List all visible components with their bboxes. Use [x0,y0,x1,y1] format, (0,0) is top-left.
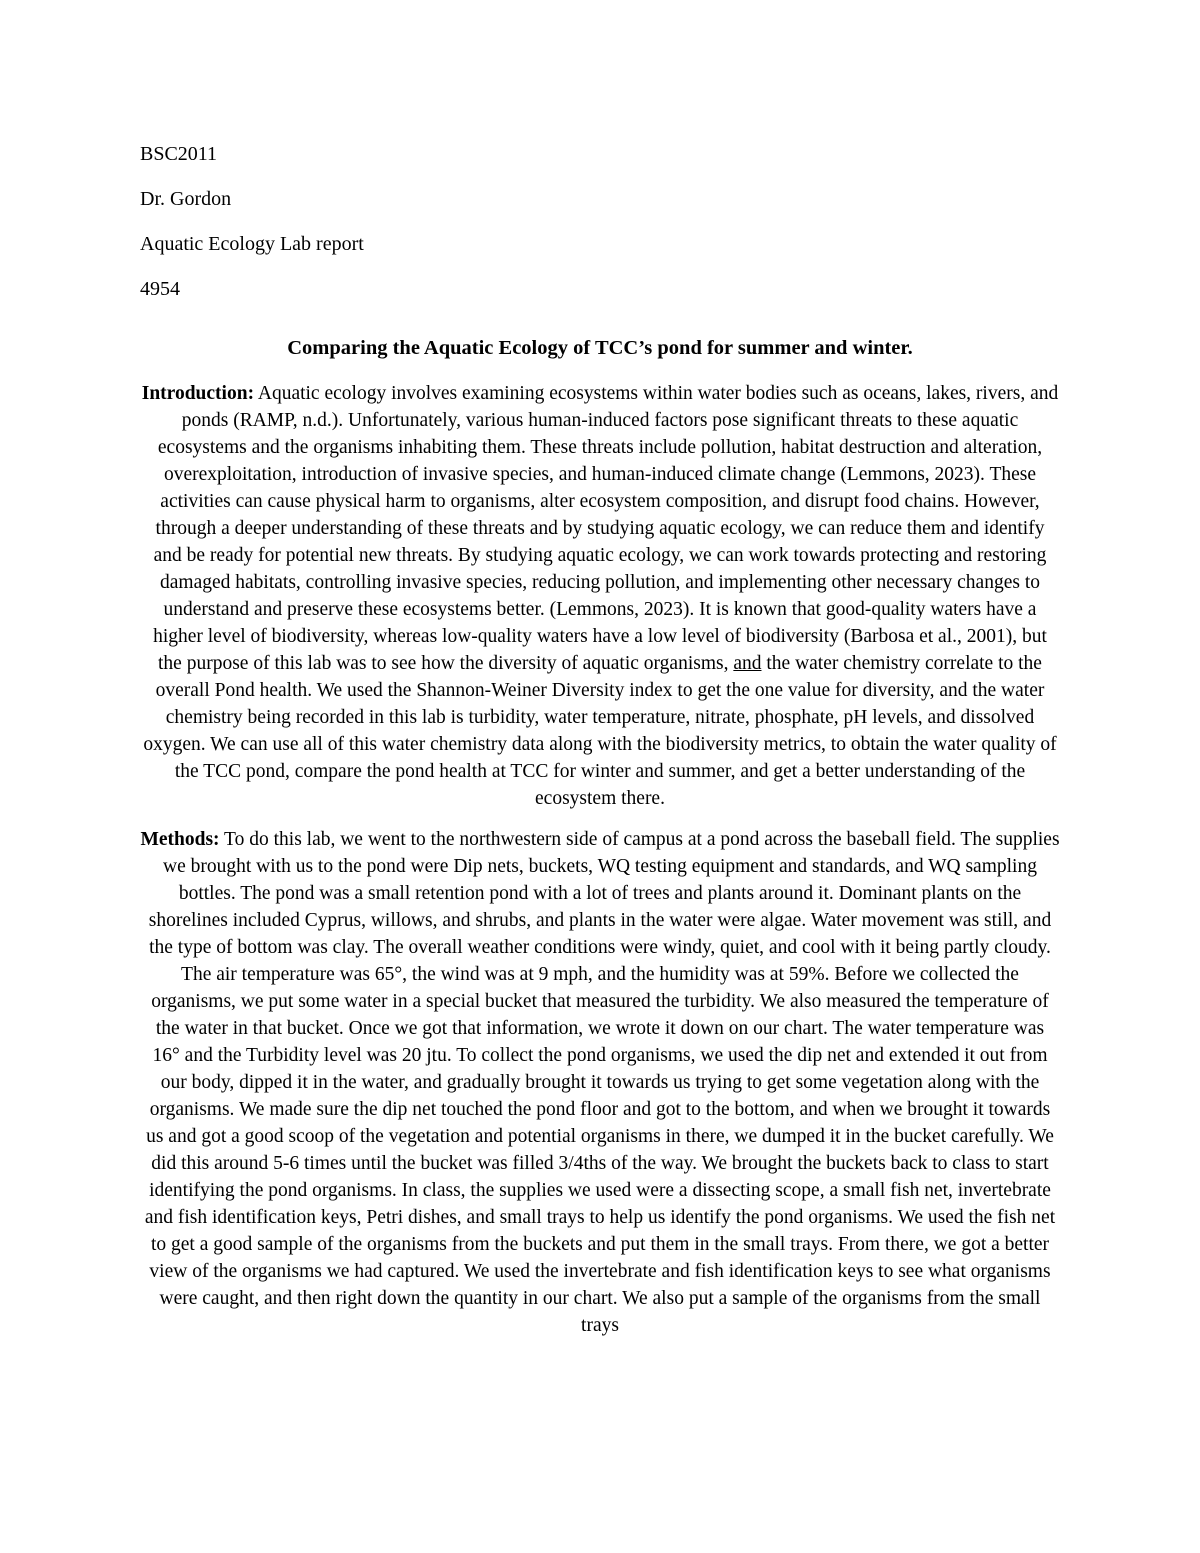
header-line-course: BSC2011 [140,143,218,165]
methods-paragraph [140,826,1060,1339]
introduction-label: Introduction: [141,383,255,404]
header-line-assignment: Aquatic Ecology Lab report [140,233,364,255]
header-line-id: 4954 [140,278,180,300]
introduction-paragraph [140,380,1060,812]
document-title: Comparing the Aquatic Ecology of TCC’s pond for summer and winter. [287,337,913,359]
introduction-text-part2: the water chemistry correlate to the overall Pond health. We used the Shannon-Weiner Diversity index to get the one value for diversity, and the water chemistry being recorded in this lab is turbidity, water temperature, nitrate, phosphate, pH levels, and dissolved oxygen. We can use all of this water chemistry data along with the biodiversity metrics, to obtain the water quality of the TCC pond, compare the pond health at TCC for winter and summer, and get a better understanding of the ecosystem there. [143,653,1057,809]
header-line-instructor: Dr. Gordon [140,188,232,210]
introduction-text-part1: Aquatic ecology involves examining ecosystems within water bodies such as oceans, lakes, rivers, and ponds (RAMP, n.d.). Unfortunately, various human-induced factors pose significant threats to these aquatic ecosystems and the organisms inhabiting them. These threats include pollution, habitat destruction and alteration, overexploitation, introduction of invasive species, and human-induced climate change (Lemmons, 2023). These activities can cause physical harm to organisms, alter ecosystem composition, and disrupt food chains. However, through a deeper understanding of these threats and by studying aquatic ecology, we can reduce them and identify and be ready for potential new threats. By studying aquatic ecology, we can work towards protecting and restoring damaged habitats, controlling invasive species, reducing pollution, and implementing other necessary changes to understand and preserve these ecosystems better. (Lemmons, 2023). It is known that good-quality waters have a higher level of biodiversity, whereas low-quality waters have a low level of biodiversity (Barbosa et al., 2001), but the purpose of this lab was to see how the diversity of aquatic organisms, [153,383,1059,674]
methods-label: Methods: [140,829,220,850]
document-header [140,143,1060,300]
methods-text: To do this lab, we went to the northwestern side of campus at a pond across the baseball field. The supplies we brought with us to the pond were Dip nets, buckets, WQ testing equipment and standards, and WQ sampling bottles. The pond was a small retention pond with a lot of trees and plants around it. Dominant plants on the shorelines included Cyprus, willows, and shrubs, and plants in the water were algae. Water movement was still, and the type of bottom was clay. The overall weather conditions were windy, quiet, and cool with it being partly cloudy. The air temperature was 65°, the wind was at 9 mph, and the humidity was at 59%. Before we collected the organisms, we put some water in a special bucket that measured the turbidity. We also measured the temperature of the water in that bucket. Once we got that information, we wrote it down on our chart. The water temperature was 16° and the Turbidity level was 20 jtu. To collect the pond organisms, we used the dip net and extended it out from our body, dipped it in the water, and gradually brought it towards us trying to get some vegetation along with the organisms. We made sure the dip net touched the pond floor and got to the bottom, and when we brought it towards us and got a good scoop of the vegetation and potential organisms in there, we dumped it in the bucket carefully. We did this around 5-6 times until the bucket was filled 3/4ths of the way. We brought the buckets back to class to start identifying the pond organisms. In class, the supplies we used were a dissecting scope, a small fish net, invertebrate and fish identification keys, Petri dishes, and small trays to help us identify the pond organisms. We used the fish net to get a good sample of the organisms from the buckets and put them in the small trays. From there, we got a better view of the organisms we had captured. We used the invertebrate and fish identification keys to see what organisms were caught, and then right down the quantity in our chart. We also put a sample of the organisms from the small trays [144,829,1060,1336]
introduction-underlined-word: and [733,653,762,674]
